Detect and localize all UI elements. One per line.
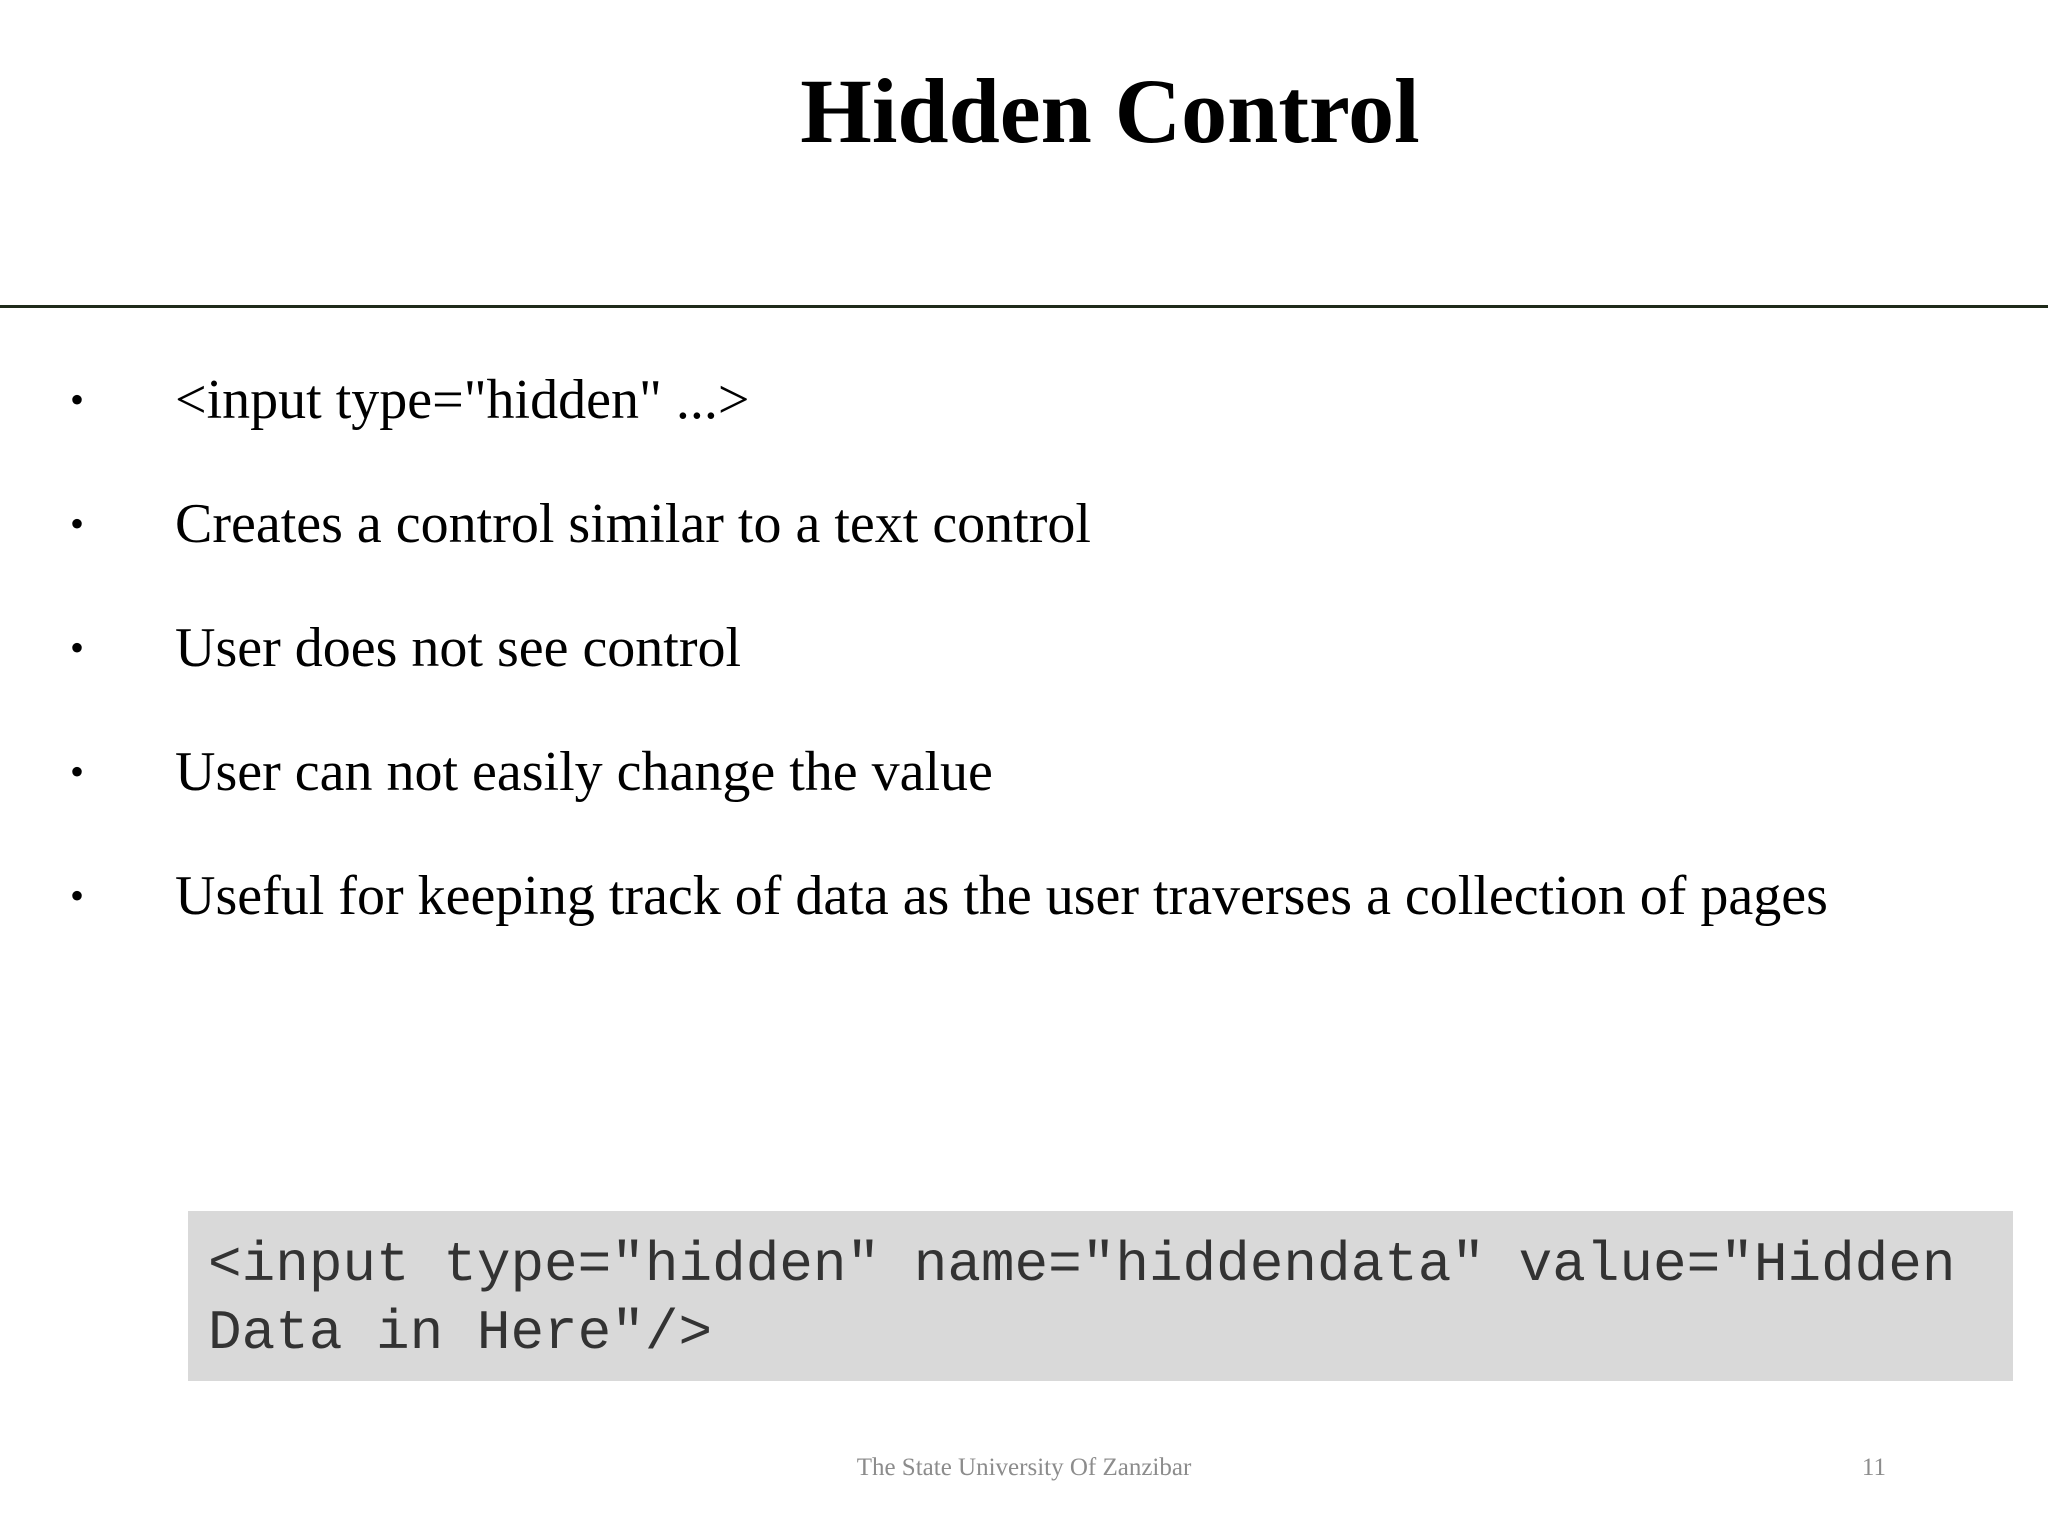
bullet-marker: •	[70, 749, 85, 794]
footer-text: The State University Of Zanzibar	[856, 1454, 1192, 1481]
code-example-box	[188, 1211, 2013, 1381]
bullet-text: Creates a control similar to a text control	[175, 493, 1091, 555]
bullet-item	[0, 360, 2048, 440]
bullet-text: Useful for keeping track of data as the user traverses a collection of pages	[175, 865, 1828, 927]
slide-title: Hidden Control	[800, 60, 1420, 162]
bullet-marker: •	[70, 625, 85, 670]
bullet-item	[0, 732, 2048, 812]
bullet-item	[0, 608, 2048, 688]
code-line: <input type="hidden" name="hiddendata" value="Hidden	[208, 1233, 1956, 1297]
bullet-item	[0, 484, 2048, 564]
page-number: 11	[1861, 1454, 1886, 1481]
bullet-text: User does not see control	[175, 617, 742, 679]
bullet-item	[0, 856, 2048, 936]
bullet-text: <input type="hidden" ...>	[175, 369, 750, 431]
bullet-marker: •	[70, 377, 85, 422]
bullet-marker: •	[70, 501, 85, 546]
title-divider	[0, 305, 2048, 308]
bullet-marker: •	[70, 873, 85, 918]
code-line: Data in Here"/>	[208, 1301, 713, 1365]
bullet-text: User can not easily change the value	[175, 741, 993, 803]
